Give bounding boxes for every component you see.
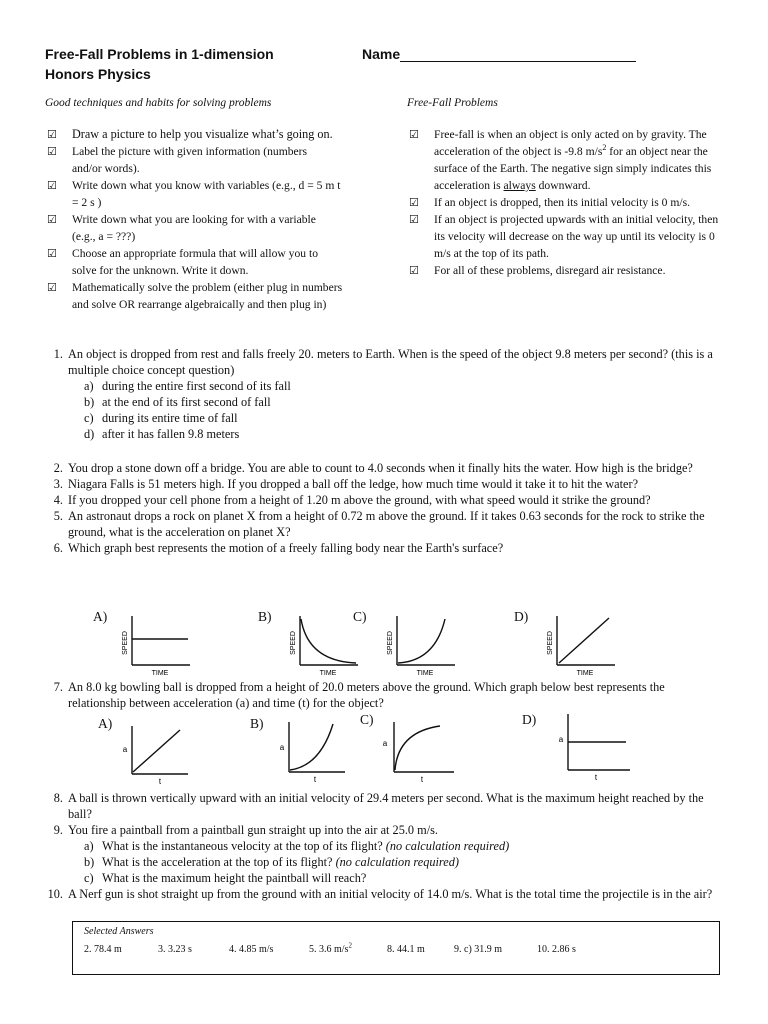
worksheet-subtitle: Honors Physics: [45, 66, 151, 82]
question-2: 2. You drop a stone down off a bridge. You are able to count to 4.0 seconds when it finally hits the water. How high is the bridge?: [53, 461, 693, 475]
q7-graph-b: [275, 718, 350, 783]
x-axis-mark: t: [594, 773, 598, 782]
option-item: b) at the end of its first second of fall: [84, 395, 271, 409]
question-3: 3. Niagara Falls is 51 meters high. If you dropped a ball off the ledge, how much time would it take it to hit the water?: [53, 477, 639, 491]
q7-choice-b-label: B): [250, 716, 264, 731]
q6-choice-c-label: C): [353, 609, 367, 624]
answer-item: 9. c) 31.9 m: [454, 944, 503, 955]
x-axis-label: TIME: [416, 670, 434, 677]
technique-item: ☑ Write down what you know with variables (e.g., d = 5 m t = 2 s ): [47, 179, 341, 209]
y-axis-mark: a: [279, 743, 285, 752]
checkbox-checked-icon: ☑: [47, 179, 57, 192]
increasing-speed-curve: [398, 619, 445, 663]
x-axis-label: TIME: [576, 670, 594, 677]
q6-graph-c: [385, 613, 460, 680]
checkbox-checked-icon: ☑: [47, 145, 57, 158]
answer-item: 5. 3.6 $m/s^2$: [309, 941, 352, 955]
x-axis-mark: t: [313, 775, 317, 783]
sub-question: b) What is the acceleration at the top of its flight? (no calculation required): [84, 855, 459, 869]
q7-graph-a: [118, 720, 193, 785]
answer-item: 4. 4.85 m/s: [229, 944, 274, 955]
y-axis-label: SPEED: [290, 631, 297, 655]
q7-choice-d-label: D): [522, 712, 537, 727]
y-axis-mark: a: [558, 735, 564, 744]
q6-graph-b: [288, 613, 363, 680]
y-axis-mark: a: [382, 739, 388, 748]
x-axis-mark: t: [420, 775, 424, 783]
q6-graph-a: [120, 613, 195, 680]
question-4: 4. If you dropped your cell phone from a height of 1.20 m above the ground, with what speed would it strike the ground?: [53, 493, 651, 507]
option-item: c) during its entire time of fall: [84, 411, 238, 425]
answers-heading: Selected Answers: [84, 926, 154, 937]
question-10: 10. A Nerf gun is shot straight up from the ground with an initial velocity of 14.0 m/s. What is the total time the projectile is in the air?: [47, 887, 713, 901]
q6-choice-a-label: A): [93, 609, 108, 624]
technique-item: ☑ Draw a picture to help you visualize what’s going on.: [47, 127, 333, 141]
q7-choice-a-label: A): [98, 716, 113, 731]
checkbox-checked-icon: ☑: [409, 264, 419, 277]
checkbox-checked-icon: ☑: [409, 196, 419, 209]
question-6: 6. Which graph best represents the motion of a freely falling body near the Earth's surface?: [53, 541, 504, 555]
question-5: 5. An astronaut drops a rock on planet X from a height of 0.72 m above the ground. If it takes 0.63 seconds for the rock to strike the ground, what is the acceleration on planet X?: [53, 509, 705, 539]
y-axis-mark: a: [122, 745, 128, 754]
checkbox-checked-icon: ☑: [47, 247, 57, 260]
technique-item: ☑ Write down what you are looking for with a variable (e.g., a = ???): [47, 213, 316, 243]
sub-question: a) What is the instantaneous velocity at the top of its flight? (no calculation required): [84, 839, 510, 853]
decreasing-speed-curve: [301, 619, 356, 663]
answer-item: 8. 44.1 m: [387, 944, 425, 955]
answer-item: 2. 78.4 m: [84, 944, 122, 955]
technique-item: ☑ Label the picture with given information (numbers and/or words).: [47, 145, 308, 175]
q6-choice-b-label: B): [258, 609, 272, 624]
freefall-item: ☑ For all of these problems, disregard air resistance.: [409, 264, 666, 277]
checkbox-checked-icon: ☑: [47, 128, 57, 141]
y-axis-label: SPEED: [122, 631, 129, 655]
option-item: a) during the entire first second of its fall: [84, 379, 291, 393]
checkbox-checked-icon: ☑: [47, 213, 57, 226]
x-axis-label: TIME: [151, 670, 169, 677]
freefall-item: ☑ If an object is projected upwards with an initial velocity, then its velocity will decrease on the way up until its velocity is 0 m/s at the top of its path.: [409, 213, 719, 260]
q7-graph-d: [554, 712, 634, 782]
checkbox-checked-icon: ☑: [409, 213, 419, 226]
option-item: d) after it has fallen 9.8 meters: [84, 427, 240, 441]
q6-choice-d-label: D): [514, 609, 529, 624]
q7-graph-c: [380, 718, 460, 783]
linear-speed-curve: [559, 618, 609, 663]
concave-up-curve: [290, 724, 333, 770]
linear-curve: [133, 730, 180, 772]
question-9-parts: [44, 838, 720, 886]
checkbox-checked-icon: ☑: [409, 128, 419, 141]
freefall-item: ☑ Free-fall is when an object is only acted on by gravity. The acceleration of the object is -9.8 $m/s^2$ for an object near the surface of the Earth. The negative sign simply indicates this acceleration is always downward.: [409, 128, 712, 192]
question-8: 8. A ball is thrown vertically upward with an initial velocity of 29.4 meters per second. What is the maximum height reached by the ball?: [53, 791, 704, 821]
x-axis-mark: t: [158, 777, 162, 785]
techniques-heading: Good techniques and habits for solving problems: [45, 97, 272, 109]
question-7: 7. An 8.0 kg bowling ball is dropped from a height of 20.0 meters above the ground. Which graph below best represents the relationship between acceleration (a) and time (t) for the object?: [53, 680, 665, 710]
q6-graph-d: [545, 613, 620, 680]
technique-item: ☑ Choose an appropriate formula that will allow you to solve for the unknown. Write it down.: [47, 247, 318, 277]
freefall-heading: Free-Fall Problems: [407, 97, 498, 109]
checkbox-checked-icon: ☑: [47, 281, 57, 294]
name-label: Name: [362, 46, 401, 62]
name-blank-line[interactable]: [400, 49, 636, 62]
q7-choice-c-label: C): [360, 712, 374, 727]
sub-question: c) What is the maximum height the paintball will reach?: [84, 871, 367, 885]
questions-8-10: [44, 790, 720, 902]
y-axis-label: SPEED: [547, 631, 554, 655]
questions-2-6: [44, 460, 720, 556]
question-1-options: [44, 378, 720, 442]
x-axis-label: TIME: [319, 670, 337, 677]
techniques-list: [47, 126, 377, 313]
selected-answers-box: [72, 921, 720, 975]
answer-item: 10. 2.86 s: [537, 944, 576, 955]
question-1: 1. An object is dropped from rest and falls freely 20. meters to Earth. When is the speed of the object 9.8 meters per second? (this is a multiple choice concept question) a) during the entire first second of its fall b) at the end of its first second of fall c) during its entire time of fall d) after it has fallen 9.8 meters: [44, 346, 720, 442]
question-9: 9. You fire a paintball from a paintball gun straight up into the air at 25.0 m/s.: [53, 823, 438, 837]
concave-down-curve: [395, 726, 440, 770]
y-axis-label: SPEED: [387, 631, 394, 655]
name-field: [362, 46, 636, 62]
answer-item: 3. 3.23 s: [158, 944, 192, 955]
freefall-item: ☑ If an object is dropped, then its initial velocity is 0 m/s.: [409, 196, 690, 209]
technique-item: ☑ Mathematically solve the problem (either plug in numbers and solve OR rearrange algebraically and then plug in): [47, 281, 343, 311]
freefall-list: [409, 126, 724, 279]
worksheet-title: Free-Fall Problems in 1-dimension: [45, 46, 274, 62]
